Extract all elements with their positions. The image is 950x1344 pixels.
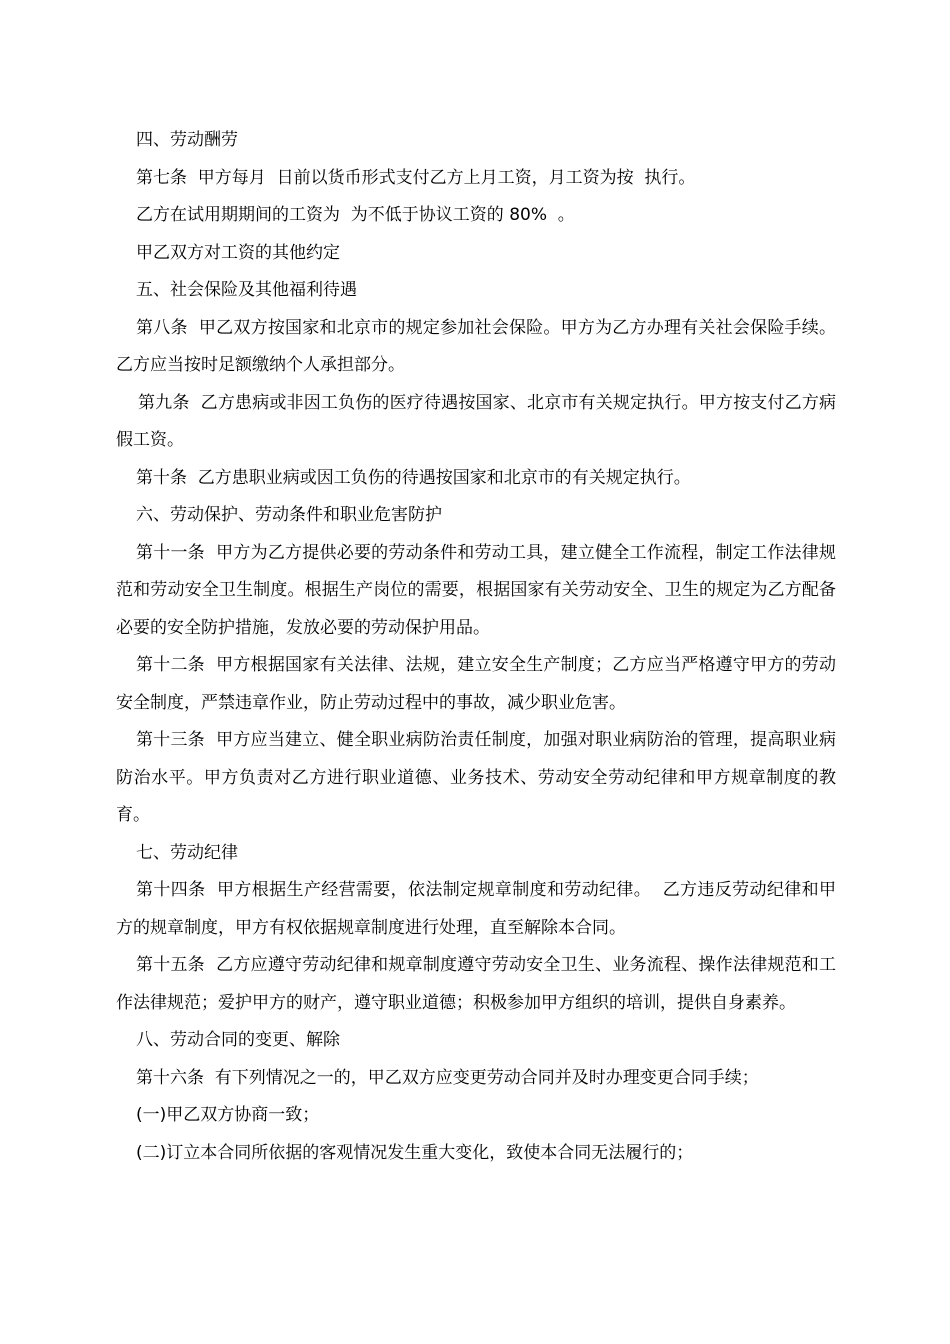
article-8: 第八条 甲乙双方按国家和北京市的规定参加社会保险。甲方为乙方办理有关社会保险手续。乙方应当按时足额缴纳个人承担部分。 [116,317,836,375]
probation-wage-paragraph: 乙方在试用期期间的工资为 为不低于协议工资的 80% 。 [136,205,575,225]
article-16-item-2: (二)订立本合同所依据的客观情况发生重大变化，致使本合同无法履行的； [136,1142,694,1163]
other-wage-agreement: 甲乙双方对工资的其他约定 [136,242,340,263]
article-16: 第十六条 有下列情况之一的，甲乙双方应变更劳动合同并及时办理变更合同手续； [136,1067,759,1088]
article-7: 第七条 甲方每月 日前以货币形式支付乙方上月工资，月工资为按 执行。 [136,167,696,188]
article-10: 第十条 乙方患职业病或因工负伤的待遇按国家和北京市的有关规定执行。 [136,467,691,488]
document-body [116,122,836,1172]
article-12: 第十二条 甲方根据国家有关法律、法规，建立安全生产制度；乙方应当严格遵守甲方的劳动安全制度，严禁违章作业，防止劳动过程中的事故，减少职业危害。 [116,655,836,713]
article-15: 第十五条 乙方应遵守劳动纪律和规章制度遵守劳动安全卫生、业务流程、操作法律规范和工作法律规范；爱护甲方的财产，遵守职业道德；积极参加甲方组织的培训，提供自身素养。 [116,955,836,1013]
article-14: 第十四条 甲方根据生产经营需要，依法制定规章制度和劳动纪律。 乙方违反劳动纪律和甲方的规章制度，甲方有权依据规章制度进行处理，直至解除本合同。 [116,880,836,938]
article-16-item-1: (一)甲乙双方协商一致； [136,1105,320,1125]
article-9: 第九条 乙方患病或非因工负伤的医疗待遇按国家、北京市有关规定执行。甲方按支付乙方病假工资。 [116,392,836,450]
section-heading-4: 四、劳动酬劳 [136,130,238,150]
article-13: 第十三条 甲方应当建立、健全职业病防治责任制度，加强对职业病防治的管理，提高职业病防治水平。甲方负责对乙方进行职业道德、业务技术、劳动安全劳动纪律和甲方规章制度的教育。 [116,730,836,825]
section-heading-7: 七、劳动纪律 [136,842,238,863]
article-11: 第十一条 甲方为乙方提供必要的劳动条件和劳动工具，建立健全工作流程，制定工作法律规范和劳动安全卫生制度。根据生产岗位的需要，根据国家有关劳动安全、卫生的规定为乙方配备必要的安全防护措施，发放必要的劳动保护用品。 [116,542,836,638]
section-heading-5: 五、社会保险及其他福利待遇 [136,280,357,300]
section-heading-8: 八、劳动合同的变更、解除 [136,1030,340,1050]
section-heading-6: 六、劳动保护、劳动条件和职业危害防护 [136,505,442,525]
